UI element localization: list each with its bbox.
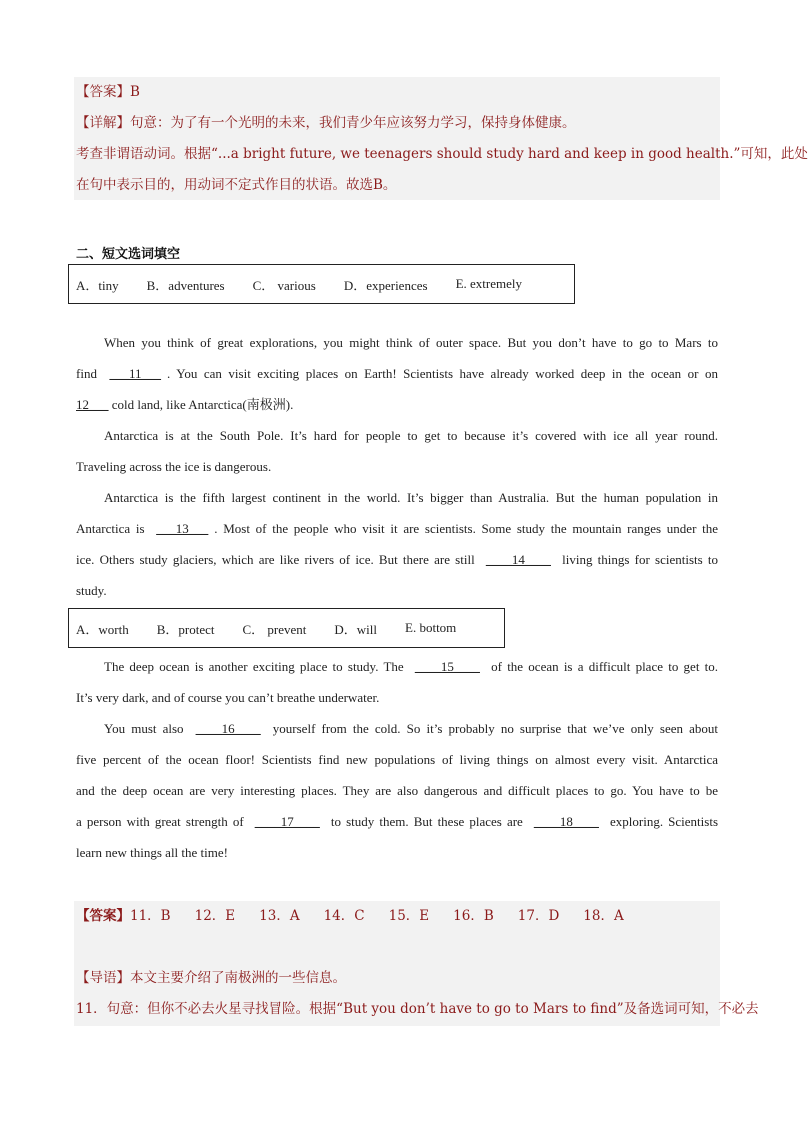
passage-part-2 [76, 651, 718, 868]
passage-line: study. [76, 583, 107, 598]
analysis-line-1: 考查非谓语动词。根据“...a bright future, we teenagers should study hard and keep in good health.”可知，此处 [76, 146, 808, 162]
answer-line: 【答案】B [76, 84, 140, 100]
passage-line: ice. Others study glaciers, which are like rivers of ice. But there are still ____14____ living things for scientists to [76, 552, 719, 567]
answer-box-top [74, 77, 808, 200]
blank-15: ____15____ [414, 659, 480, 674]
answer-key: 12．E [194, 908, 236, 924]
passage-line: The deep ocean is another exciting place to study. The ____15____ of the ocean is a difficult place to get to. [104, 659, 719, 674]
analysis-line-2: 在句中表示目的，用动词不定式作目的状语。故选B。 [76, 177, 397, 193]
passage-line: It’s very dark, and of course you can’t breathe underwater. [76, 690, 380, 705]
answer-key: 13．A [259, 908, 300, 924]
detail-line: 【详解】句意：为了有一个光明的未来，我们青少年应该努力学习，保持身体健康。 [76, 115, 576, 131]
passage-line: a person with great strength of ____17____ to study them. But these places are ____18____ exploring. Scientists [76, 814, 718, 829]
passage-line: When you think of great explorations, you might think of outer space. But you don’t have to go to Mars to [104, 335, 718, 350]
passage-line: Antarctica is the fifth largest continent in the world. It’s bigger than Australia. But the human population in [104, 490, 718, 505]
spacer [76, 932, 718, 963]
option-a: A．worth [76, 621, 129, 637]
blank-17: ____17____ [254, 814, 320, 829]
passage-line: You must also ____16____ yourself from the cold. So it’s probably no surprise that we’ve only seen about [104, 721, 719, 736]
passage-line: find ___11___ . You can visit exciting places on Earth! Scientists have already worked deep in the ocean or on [76, 366, 719, 381]
option-e: E. extremely [455, 276, 522, 291]
option-e: E. bottom [405, 620, 457, 635]
option-c: C． prevent [242, 621, 307, 637]
option-b: B．adventures [146, 277, 225, 293]
answer-key: 15．E [388, 908, 430, 924]
blank-16: ____16____ [195, 721, 261, 736]
passage-part-1 [76, 327, 718, 606]
word-options-box-2 [68, 608, 505, 648]
blank-13: ___13___ [156, 521, 209, 536]
option-a: A．tiny [76, 277, 119, 293]
option-d: D．experiences [343, 277, 428, 293]
option-b: B．protect [156, 621, 215, 637]
explanation-line: 11．句意：但你不必去火星寻找冒险。根据“But you don’t have to go to Mars to find”及备选词可知，不必去 [76, 1001, 759, 1017]
blank-11: ___11___ [109, 366, 161, 381]
answer-key: 16．B [453, 908, 494, 924]
guide-line: 【导语】本文主要介绍了南极洲的一些信息。 [76, 970, 346, 986]
answer-tag: 【答案】 [76, 908, 130, 924]
answer-key: 18．A [583, 908, 624, 924]
answer-box-bottom [74, 901, 759, 1026]
passage-line: and the deep ocean are very interesting places. They are also dangerous and difficult places to go. You have to be [76, 783, 718, 798]
blank-12: 12___ [76, 397, 109, 412]
answer-key: 11．B [130, 908, 171, 924]
passage-line: learn new things all the time! [76, 845, 228, 860]
passage-line: Antarctica is at the South Pole. It’s hard for people to get to because it’s covered with ice all year round. [104, 428, 718, 443]
answer-keys-row [76, 901, 718, 932]
answer-key: 17．D [517, 908, 560, 924]
passage-line: five percent of the ocean floor! Scientists find new populations of living things on almost every visit. Antarctica [76, 752, 718, 767]
word-options-box-1 [68, 264, 575, 304]
passage-line: Antarctica is ___13___ . Most of the people who visit it are scientists. Some study the mountain ranges under the [76, 521, 719, 536]
passage-line: Traveling across the ice is dangerous. [76, 459, 272, 474]
blank-18: ____18____ [533, 814, 599, 829]
section-title: 二、短文选词填空 [76, 247, 181, 262]
blank-14: ____14____ [485, 552, 551, 567]
option-d: D．will [334, 621, 378, 637]
option-c: C． various [252, 277, 316, 293]
answer-key: 14．C [323, 908, 365, 924]
passage-line: 12___ cold land, like Antarctica(南极洲). [76, 397, 294, 412]
